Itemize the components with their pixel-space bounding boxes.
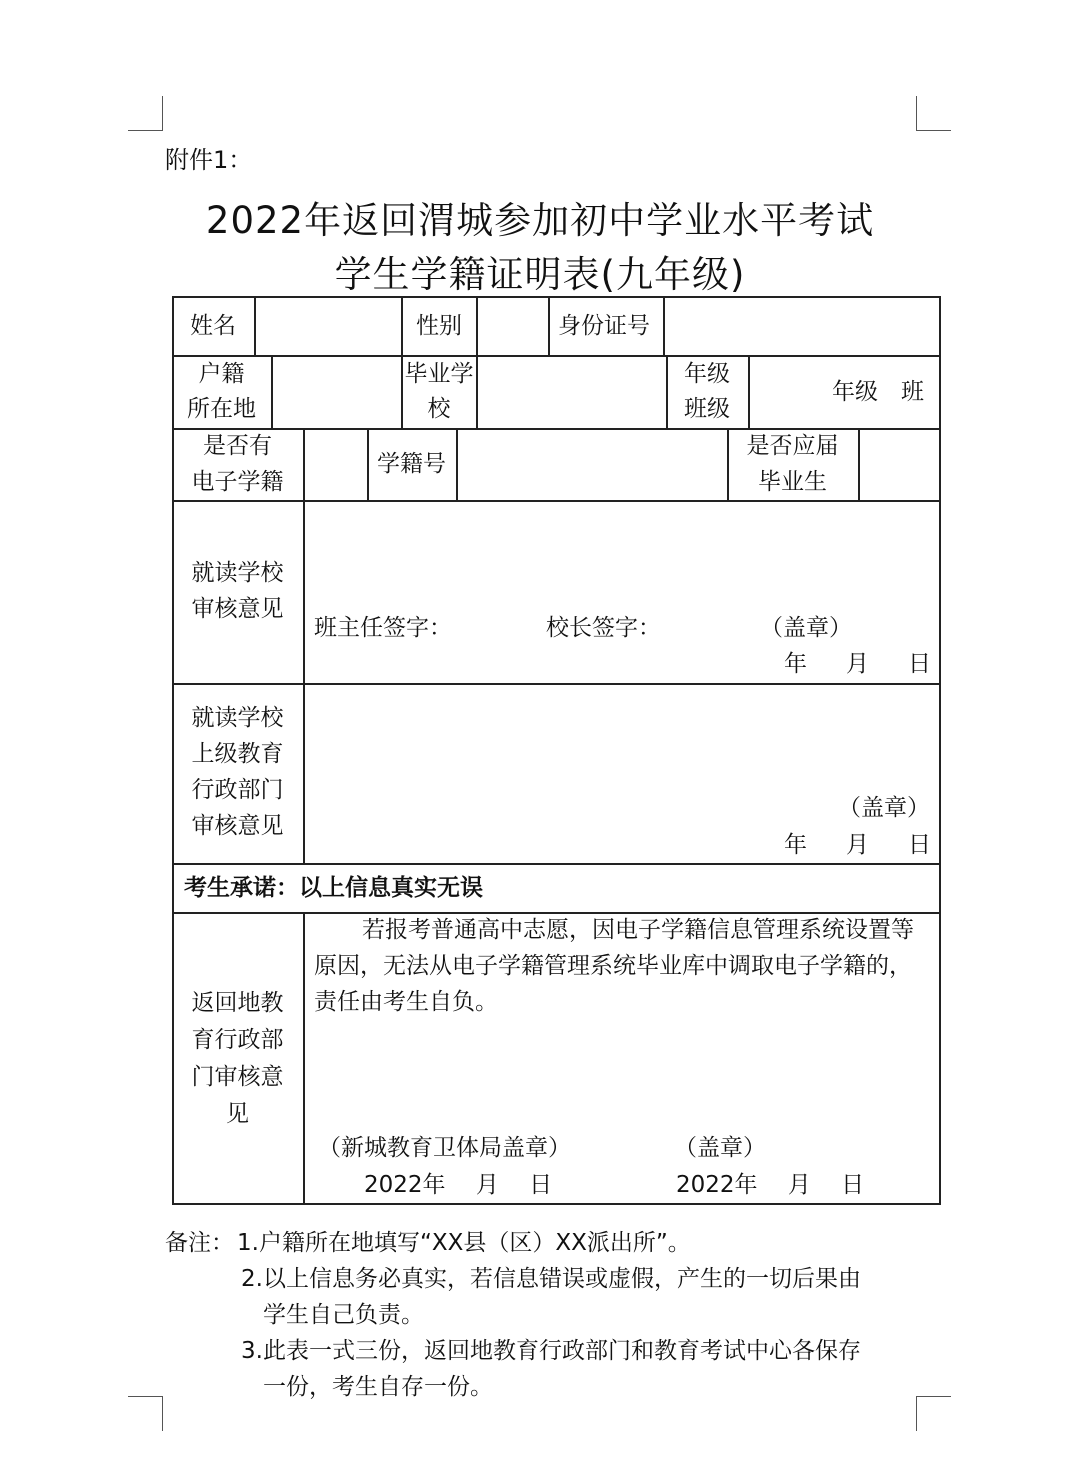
label-school-review-line-1: 就读学校 <box>191 560 284 586</box>
label-record-number: 学籍号 <box>377 451 446 477</box>
return-review-paragraph: 若报考普通高中志愿，因电子学籍信息管理系统设置等原因，无法从电子学籍管理系统毕业库中调取电子学籍的，责任由考生自负。 <box>314 917 914 1015</box>
crop-mark-bottom-right <box>916 1396 951 1431</box>
label-superior-review-line-2: 上级教育 <box>191 741 284 767</box>
label-fresh-grad-line-1: 是否应届 <box>746 433 839 459</box>
label-superior-review-line-1: 就读学校 <box>191 705 284 731</box>
label-return-review-line-4: 见 <box>226 1101 249 1127</box>
row2-col-divider <box>271 355 273 429</box>
student-pledge: 考生承诺：以上信息真实无误 <box>184 875 483 901</box>
date-month-label: 月 <box>846 651 869 677</box>
note-3-line-1: 3.此表一式三份，返回地教育行政部门和教育考试中心各保存 <box>241 1338 861 1364</box>
label-grad-school-line-2: 校 <box>427 396 451 422</box>
xincheng-seal-label: （新城教育卫体局盖章） <box>318 1135 571 1161</box>
date-2022-left: 2022年 月 日 <box>364 1172 553 1198</box>
notes-label: 备注： <box>165 1230 234 1256</box>
row1-col-divider <box>663 296 665 356</box>
label-grade-class-line-2: 班级 <box>684 396 730 422</box>
note-2-line-1: 2.以上信息务必真实，若信息错误或虚假，产生的一切后果由 <box>241 1266 861 1292</box>
row-divider-4 <box>172 683 941 685</box>
teacher-signature-label: 班主任签字： <box>314 615 452 641</box>
seal-label: （盖章） <box>674 1135 766 1161</box>
label-grade-class-line-1: 年级 <box>684 361 730 387</box>
row1-col-divider <box>548 296 550 356</box>
label-gender: 性别 <box>416 313 462 339</box>
date-year-label: 年 <box>784 832 807 858</box>
label-col-divider <box>303 500 305 864</box>
principal-signature-label: 校长签字： <box>546 615 661 641</box>
row-divider-1 <box>172 355 941 357</box>
row1-col-divider <box>401 296 403 356</box>
row1-col-divider <box>254 296 256 356</box>
row3-col-divider <box>858 428 860 501</box>
label-fresh-grad-line-2: 毕业生 <box>758 469 827 495</box>
date-2022-right: 2022年 月 日 <box>676 1172 865 1198</box>
seal-label: （盖章） <box>760 615 852 641</box>
row1-col-divider <box>476 296 478 356</box>
table-border-bottom <box>172 1203 941 1205</box>
row-divider-5 <box>172 863 941 865</box>
note-3-line-2: 一份，考生自存一份。 <box>263 1374 493 1400</box>
note-1: 1.户籍所在地填写“XX县（区）XX派出所”。 <box>237 1230 691 1256</box>
label-col-divider <box>303 912 305 1204</box>
page-title-line-2: 学生学籍证明表(九年级) <box>334 253 746 296</box>
label-return-review-line-3: 门审核意 <box>191 1064 284 1090</box>
date-day-label: 日 <box>908 651 931 677</box>
date-day-label: 日 <box>908 832 931 858</box>
label-return-review-line-2: 育行政部 <box>191 1027 284 1053</box>
label-e-record-line-2: 电子学籍 <box>191 469 284 495</box>
crop-mark-bottom-left <box>128 1396 163 1431</box>
label-e-record-line-1: 是否有 <box>203 433 272 459</box>
note-2-line-2: 学生自己负责。 <box>263 1302 424 1328</box>
row3-col-divider <box>456 428 458 501</box>
date-month-label: 月 <box>846 832 869 858</box>
row-divider-3 <box>172 500 941 502</box>
row3-col-divider <box>303 428 305 501</box>
attachment-label: 附件1： <box>165 146 253 174</box>
label-return-review-line-1: 返回地教 <box>191 990 284 1016</box>
label-hukou-line-1: 户籍 <box>198 361 245 387</box>
table-border-right <box>939 296 941 1204</box>
label-hukou-line-2: 所在地 <box>187 396 256 422</box>
date-year-label: 年 <box>784 651 807 677</box>
label-superior-review-line-3: 行政部门 <box>191 777 284 803</box>
page-title-line-1: 2022年返回渭城参加初中学业水平考试 <box>205 199 875 242</box>
crop-mark-top-right <box>916 96 951 131</box>
crop-mark-top-left <box>128 96 163 131</box>
label-school-review-line-2: 审核意见 <box>191 596 284 622</box>
table-border-top <box>172 296 941 298</box>
label-superior-review-line-4: 审核意见 <box>191 813 284 839</box>
seal-label: （盖章） <box>838 795 930 821</box>
label-grad-school-line-1: 毕业学 <box>404 361 474 387</box>
row2-col-divider <box>748 355 750 429</box>
label-name: 姓名 <box>190 313 236 339</box>
grade-class-fill-text: 年级 班 <box>832 379 924 405</box>
label-id-number: 身份证号 <box>558 313 650 339</box>
